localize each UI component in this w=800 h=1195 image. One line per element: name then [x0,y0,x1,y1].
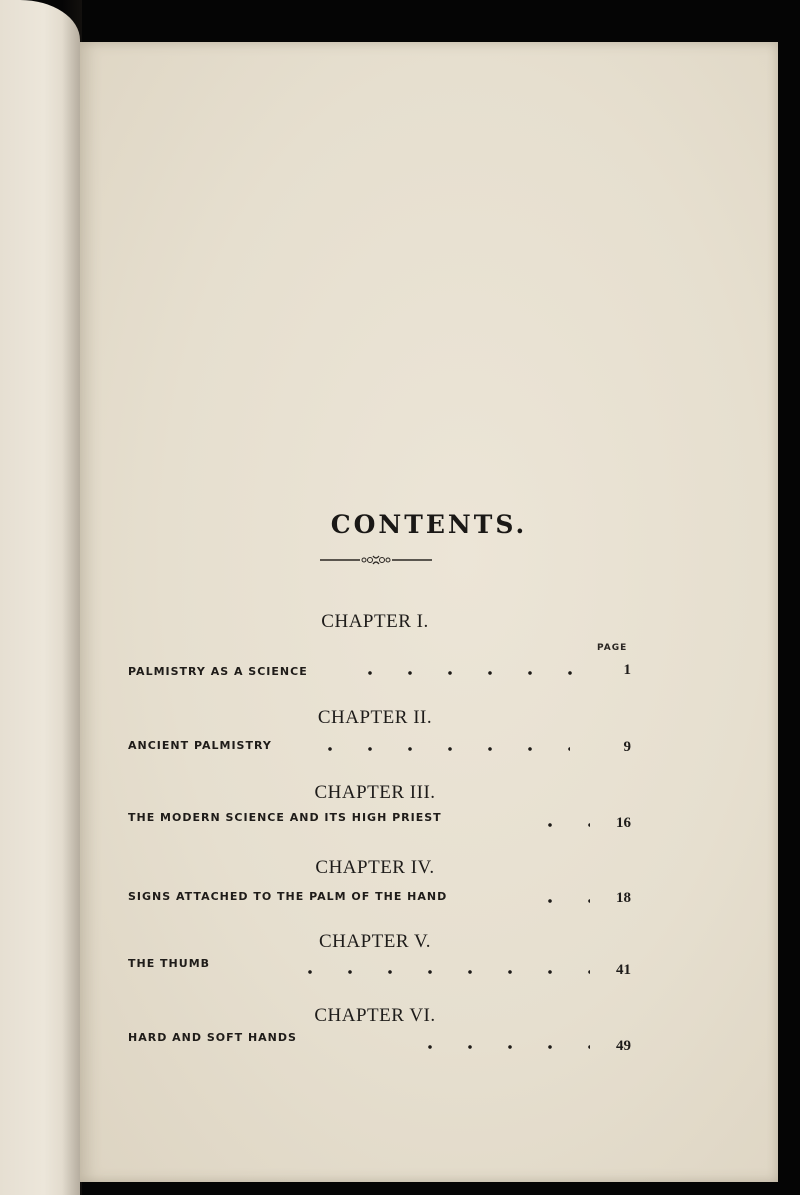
toc-page-number: 18 [616,890,631,906]
chapter-heading: CHAPTER VI. [314,1005,436,1026]
dot-leader [410,1042,590,1052]
dot-leader [290,967,590,977]
contents-page [80,42,778,1182]
toc-entry-title: THE THUMB [128,957,211,970]
toc-entry-title: ANCIENT PALMISTRY [128,739,272,752]
toc-page-number: 1 [623,662,631,678]
dot-leader [530,896,590,906]
toc-entry-title: SIGNS ATTACHED TO THE PALM OF THE HAND [128,890,448,903]
toc-page-number: 9 [623,739,631,755]
toc-entry-title: PALMISTRY AS A SCIENCE [128,665,308,678]
toc-page-number: 49 [616,1038,631,1054]
chapter-heading: CHAPTER IV. [315,857,435,878]
dot-leader [350,668,580,678]
chapter-heading: CHAPTER V. [319,931,431,952]
dot-leader [530,820,590,830]
chapter-heading: CHAPTER III. [314,782,436,803]
chapter-heading: CHAPTER II. [317,707,433,728]
dot-leader [310,744,570,754]
page-title: CONTENTS. [330,510,528,539]
gutter-shadow [62,0,82,1195]
ornament-divider-icon [320,553,432,567]
toc-entry-title: THE MODERN SCIENCE AND ITS HIGH PRIEST [128,811,442,824]
page-column-label: PAGE [597,643,628,653]
chapter-heading: CHAPTER I. [321,611,429,632]
toc-entry-title: HARD AND SOFT HANDS [128,1031,297,1044]
toc-page-number: 41 [616,962,631,978]
toc-page-number: 16 [616,815,631,831]
